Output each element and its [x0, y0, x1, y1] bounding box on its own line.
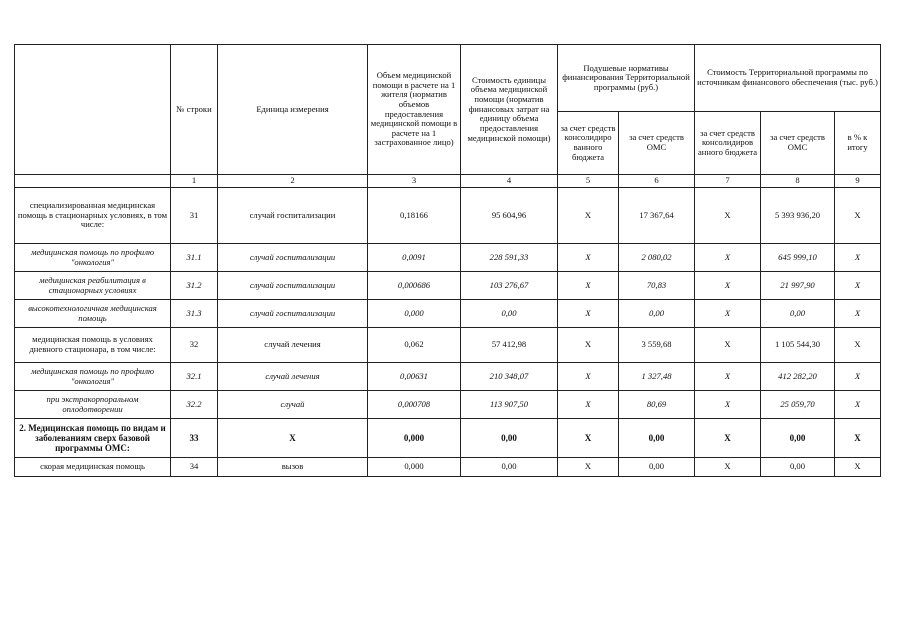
row-oms-funds: 0,00 — [619, 300, 695, 328]
table-row — [15, 188, 881, 244]
row-consolidated-budget: X — [558, 363, 619, 391]
row-unit: случай госпитализации — [218, 244, 368, 272]
row-unit: случай лечения — [218, 363, 368, 391]
row-volume: 0,000708 — [368, 391, 461, 419]
consolidated-budget-header-2: за счет средств консолидиров анного бюджета — [695, 112, 761, 175]
row-oms-funds: 0,00 — [619, 458, 695, 477]
row-unit-cost: 0,00 — [461, 300, 558, 328]
row-consolidated-budget-2: X — [695, 300, 761, 328]
row-consolidated-budget: X — [558, 391, 619, 419]
row-volume: 0,18166 — [368, 188, 461, 244]
row-unit-cost: 0,00 — [461, 419, 558, 458]
row-number: 32.1 — [171, 363, 218, 391]
row-name: медицинская помощь по профилю "онкология" — [15, 244, 171, 272]
row-oms-funds: 0,00 — [619, 419, 695, 458]
row-name: специализированная медицинская помощь в стационарных условиях, в том числе: — [15, 188, 171, 244]
oms-funds-header: за счет средств ОМС — [619, 112, 695, 175]
table-row — [15, 272, 881, 300]
row-consolidated-budget: X — [558, 188, 619, 244]
row-oms-funds: 3 559,68 — [619, 328, 695, 363]
row-volume: 0,000 — [368, 300, 461, 328]
row-name: высокотехнологичная медицинская помощь — [15, 300, 171, 328]
table-row — [15, 244, 881, 272]
column-number: 5 — [558, 175, 619, 188]
row-consolidated-budget-2: X — [695, 188, 761, 244]
row-unit: X — [218, 419, 368, 458]
row-name: медицинская помощь по профилю "онкология" — [15, 363, 171, 391]
row-number-header: № строки — [171, 45, 218, 175]
row-oms-funds-2: 5 393 936,20 — [761, 188, 835, 244]
row-consolidated-budget-2: X — [695, 328, 761, 363]
row-name: скорая медицинская помощь — [15, 458, 171, 477]
column-number: 9 — [835, 175, 881, 188]
row-number: 32 — [171, 328, 218, 363]
row-unit-cost: 95 604,96 — [461, 188, 558, 244]
row-consolidated-budget-2: X — [695, 272, 761, 300]
column-number-blank — [15, 175, 171, 188]
table-row — [15, 391, 881, 419]
row-volume: 0,0091 — [368, 244, 461, 272]
column-number: 3 — [368, 175, 461, 188]
row-oms-funds-2: 25 059,70 — [761, 391, 835, 419]
row-name: при экстракорпоральном оплодотворении — [15, 391, 171, 419]
table-row — [15, 363, 881, 391]
row-percent-total: X — [835, 244, 881, 272]
row-percent-total: X — [835, 188, 881, 244]
row-percent-total: X — [835, 458, 881, 477]
row-consolidated-budget: X — [558, 328, 619, 363]
unit-header: Единица измерения — [218, 45, 368, 175]
row-oms-funds-2: 412 282,20 — [761, 363, 835, 391]
per-capita-group-header: Подушевые нормативы финансирования Территориальной программы (руб.) — [558, 45, 695, 112]
table-row — [15, 458, 881, 477]
row-number: 34 — [171, 458, 218, 477]
table-row — [15, 328, 881, 363]
row-unit: вызов — [218, 458, 368, 477]
row-unit-cost: 0,00 — [461, 458, 558, 477]
program-cost-group-header: Стоимость Территориальной программы по источникам финансового обеспечения (тыс. руб.) — [695, 45, 881, 112]
row-percent-total: X — [835, 328, 881, 363]
percent-total-header: в % к итогу — [835, 112, 881, 175]
column-number-row — [15, 175, 881, 188]
row-consolidated-budget-2: X — [695, 391, 761, 419]
table-row — [15, 419, 881, 458]
row-oms-funds-2: 0,00 — [761, 300, 835, 328]
row-number: 31.2 — [171, 272, 218, 300]
row-number: 31.1 — [171, 244, 218, 272]
row-unit: случай госпитализации — [218, 188, 368, 244]
row-unit-cost: 57 412,98 — [461, 328, 558, 363]
row-consolidated-budget-2: X — [695, 244, 761, 272]
row-oms-funds: 70,83 — [619, 272, 695, 300]
column-number: 4 — [461, 175, 558, 188]
row-name: 2. Медицинская помощь по видам и заболеваниям сверх базовой программы ОМС: — [15, 419, 171, 458]
column-number: 1 — [171, 175, 218, 188]
row-oms-funds: 17 367,64 — [619, 188, 695, 244]
header-row-1 — [15, 45, 881, 112]
column-number: 6 — [619, 175, 695, 188]
row-volume: 0,00631 — [368, 363, 461, 391]
row-oms-funds: 80,69 — [619, 391, 695, 419]
row-consolidated-budget: X — [558, 300, 619, 328]
row-volume: 0,000 — [368, 419, 461, 458]
row-unit-cost: 210 348,07 — [461, 363, 558, 391]
row-number: 31.3 — [171, 300, 218, 328]
row-percent-total: X — [835, 300, 881, 328]
row-consolidated-budget-2: X — [695, 419, 761, 458]
row-oms-funds-2: 645 999,10 — [761, 244, 835, 272]
row-oms-funds: 1 327,48 — [619, 363, 695, 391]
row-unit: случай госпитализации — [218, 300, 368, 328]
column-number: 7 — [695, 175, 761, 188]
row-percent-total: X — [835, 272, 881, 300]
row-unit: случай госпитализации — [218, 272, 368, 300]
row-unit: случай лечения — [218, 328, 368, 363]
row-unit: случай — [218, 391, 368, 419]
row-volume: 0,062 — [368, 328, 461, 363]
unit-cost-header: Стоимость единицы объема медицинской помощи (норматив финансовых затрат на единицу объема предоставления медицинской помощи) — [461, 45, 558, 175]
row-number: 33 — [171, 419, 218, 458]
row-name-header — [15, 45, 171, 175]
column-number: 8 — [761, 175, 835, 188]
row-consolidated-budget: X — [558, 272, 619, 300]
row-consolidated-budget: X — [558, 458, 619, 477]
row-oms-funds-2: 1 105 544,30 — [761, 328, 835, 363]
row-unit-cost: 113 907,50 — [461, 391, 558, 419]
row-unit-cost: 228 591,33 — [461, 244, 558, 272]
row-volume: 0,000686 — [368, 272, 461, 300]
row-consolidated-budget: X — [558, 419, 619, 458]
row-consolidated-budget: X — [558, 244, 619, 272]
row-percent-total: X — [835, 391, 881, 419]
row-number: 31 — [171, 188, 218, 244]
row-number: 32.2 — [171, 391, 218, 419]
consolidated-budget-header: за счет средств консолидиро ванного бюджета — [558, 112, 619, 175]
volume-header: Объем медицинской помощи в расчете на 1 жителя (норматив объемов предоставления медицинской помощи в расчете на 1 застрахованное лицо) — [368, 45, 461, 175]
row-consolidated-budget-2: X — [695, 363, 761, 391]
row-volume: 0,000 — [368, 458, 461, 477]
row-consolidated-budget-2: X — [695, 458, 761, 477]
row-name: медицинская реабилитация в стационарных условиях — [15, 272, 171, 300]
row-oms-funds-2: 0,00 — [761, 419, 835, 458]
row-percent-total: X — [835, 363, 881, 391]
table-row — [15, 300, 881, 328]
row-unit-cost: 103 276,67 — [461, 272, 558, 300]
row-oms-funds-2: 0,00 — [761, 458, 835, 477]
oms-funds-header-2: за счет средств ОМС — [761, 112, 835, 175]
row-percent-total: X — [835, 419, 881, 458]
row-oms-funds: 2 080,02 — [619, 244, 695, 272]
column-number: 2 — [218, 175, 368, 188]
row-name: медицинская помощь в условиях дневного стационара, в том числе: — [15, 328, 171, 363]
row-oms-funds-2: 21 997,90 — [761, 272, 835, 300]
medical-care-funding-table — [14, 44, 881, 477]
